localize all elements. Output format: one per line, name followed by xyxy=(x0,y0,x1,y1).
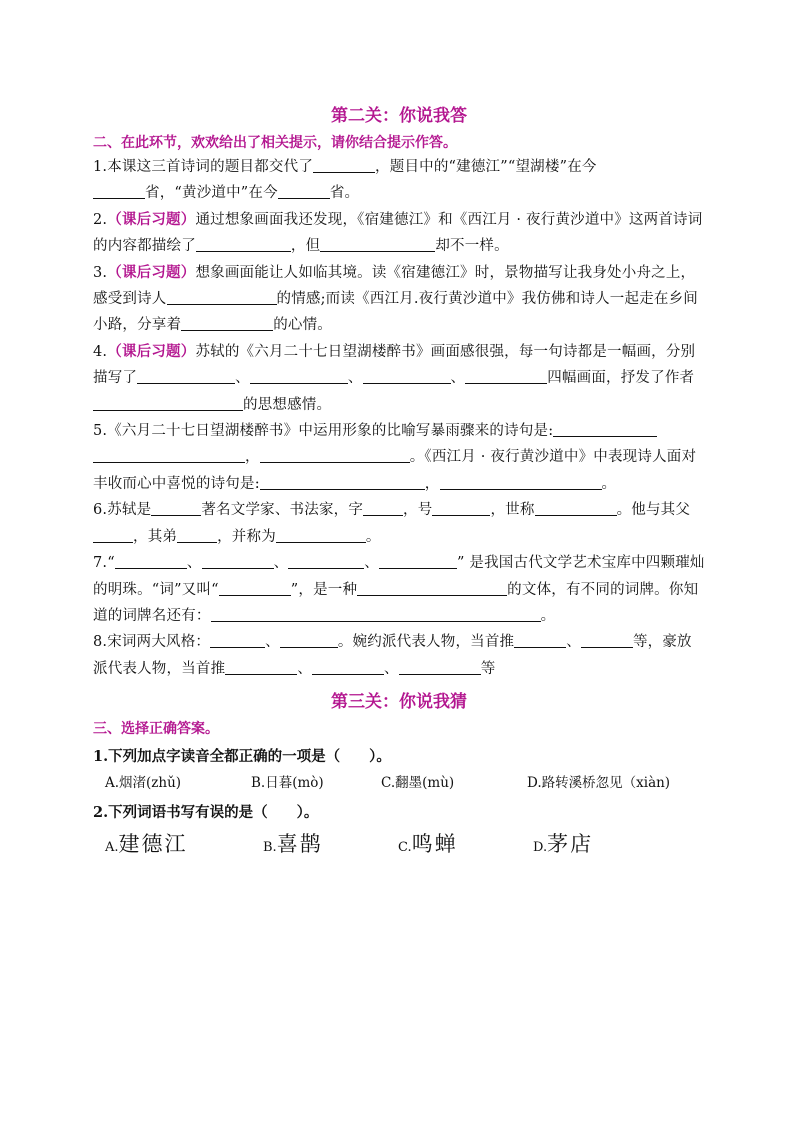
blank[interactable] xyxy=(115,553,187,569)
section3-instruction: 三、选择正确答案。 xyxy=(93,721,219,738)
mc2-option-c[interactable]: C.鸣蝉 xyxy=(398,832,458,857)
blank[interactable] xyxy=(167,289,277,305)
blank[interactable] xyxy=(211,606,541,622)
blank[interactable] xyxy=(93,527,133,543)
blank[interactable] xyxy=(288,553,364,569)
blank[interactable] xyxy=(276,527,366,543)
question-8: 8.宋词两大风格： 、 。婉约派代表人物，当首推 、 等，豪放派代表人物，当首推 、 、 等 xyxy=(93,634,692,677)
blank[interactable] xyxy=(219,580,291,596)
mc2-option-a[interactable]: A.建德江 xyxy=(105,832,188,857)
blank[interactable] xyxy=(93,183,145,199)
question-3: 3.（课后习题）想象画面能让人如临其境。读《宿建德江》时，景物描写让我身处小舟之上，感受到诗人 的情感;而读《西江月.夜行黄沙道中》我仿佛和诗人一起走在乡间小路，分享着 的心情。 xyxy=(93,263,698,334)
blank[interactable] xyxy=(137,368,235,384)
question-6: 6.苏轼是 著名文学家、书法家，字 ，号 ，世称 。他与其父，其弟 ，并称为 。 xyxy=(93,502,691,545)
section2-title: 第二关：你说我答 xyxy=(331,106,467,126)
blank[interactable] xyxy=(312,659,384,675)
blank[interactable] xyxy=(260,447,410,463)
after-class-tag: （课后习题） xyxy=(107,263,196,281)
blank[interactable] xyxy=(363,368,451,384)
blank[interactable] xyxy=(196,236,291,252)
blank[interactable] xyxy=(93,395,243,411)
after-class-tag: （课后习题） xyxy=(107,342,196,360)
blank[interactable] xyxy=(250,368,348,384)
blank[interactable] xyxy=(280,632,338,648)
mc1-option-a[interactable]: A.烟渚(zhǔ) xyxy=(105,775,182,792)
blank[interactable] xyxy=(440,474,602,490)
question-5: 5.《六月二十七日望湖楼醉书》中运用形象的比喻写暴雨骤来的诗句是:， 。《西江月 · 夜行黄沙道中》中表现诗人面对丰收而心中喜悦的诗句是: ， 。 xyxy=(93,423,697,492)
blank[interactable] xyxy=(202,553,274,569)
mc1-option-b[interactable]: B.日暮(mò) xyxy=(251,775,324,792)
blank[interactable] xyxy=(181,315,273,331)
mc1-option-c[interactable]: C.翻墨(mù) xyxy=(381,775,455,792)
blank[interactable] xyxy=(357,580,507,596)
mc1-option-d[interactable]: D.路转溪桥忽见（xiàn) xyxy=(527,775,671,792)
section3-title: 第三关：你说我猜 xyxy=(331,692,467,713)
blank[interactable] xyxy=(313,157,375,173)
worksheet-page xyxy=(93,96,705,866)
blank[interactable] xyxy=(225,659,297,675)
question-1: 1.本课这三首诗词的题目都交代了 ，题目中的“建德江”“望湖楼”在今 省，“黄沙道中”在今 省。 xyxy=(93,159,597,202)
blank[interactable] xyxy=(177,527,217,543)
mc-question-2: 2.下列词语书写有误的是（ ）。 xyxy=(93,804,319,822)
blank[interactable] xyxy=(151,500,201,516)
question-2: 2.（课后习题）通过想象画面我还发现，《宿建德江》和《西江月 · 夜行黄沙道中》这两首诗词的内容都描绘了 ，但 却不一样。 xyxy=(93,210,703,255)
blank[interactable] xyxy=(553,421,657,437)
blank[interactable] xyxy=(514,632,566,648)
mc-question-1: 1.下列加点字读音全都正确的一项是（ ）。 xyxy=(93,748,391,766)
blank[interactable] xyxy=(399,659,481,675)
blank[interactable] xyxy=(260,474,425,490)
mc2-option-d[interactable]: D.茅店 xyxy=(533,832,594,857)
mc2-options xyxy=(93,826,705,866)
mc1-options xyxy=(93,770,705,796)
question-4: 4.（课后习题）苏轼的《六月二十七日望湖楼醉书》画面感很强，每一句诗都是一幅画，分别描写了 、 、 、 四幅画面，抒发了作者的思想感情。 xyxy=(93,342,696,413)
blank[interactable] xyxy=(320,236,435,252)
blank[interactable] xyxy=(379,553,457,569)
section2-instruction: 二、在此环节，欢欢给出了相关提示，请你结合提示作答。 xyxy=(93,135,457,151)
blank[interactable] xyxy=(581,632,633,648)
blank[interactable] xyxy=(363,500,403,516)
blank[interactable] xyxy=(278,183,330,199)
question-7: 7.“ 、 、 、 ” 是我国古代文学艺术宝库中四颗璀灿的明珠。“词”又叫“ ”，是一种 的文体，有不同的词牌。你知道的词牌名还有： 。 xyxy=(93,555,705,624)
blank[interactable] xyxy=(535,500,617,516)
blank[interactable] xyxy=(465,368,547,384)
blank[interactable] xyxy=(210,632,265,648)
mc2-option-b[interactable]: B.喜鹊 xyxy=(263,832,323,857)
blank[interactable] xyxy=(432,500,490,516)
after-class-tag: （课后习题） xyxy=(107,210,196,228)
blank[interactable] xyxy=(93,447,245,463)
